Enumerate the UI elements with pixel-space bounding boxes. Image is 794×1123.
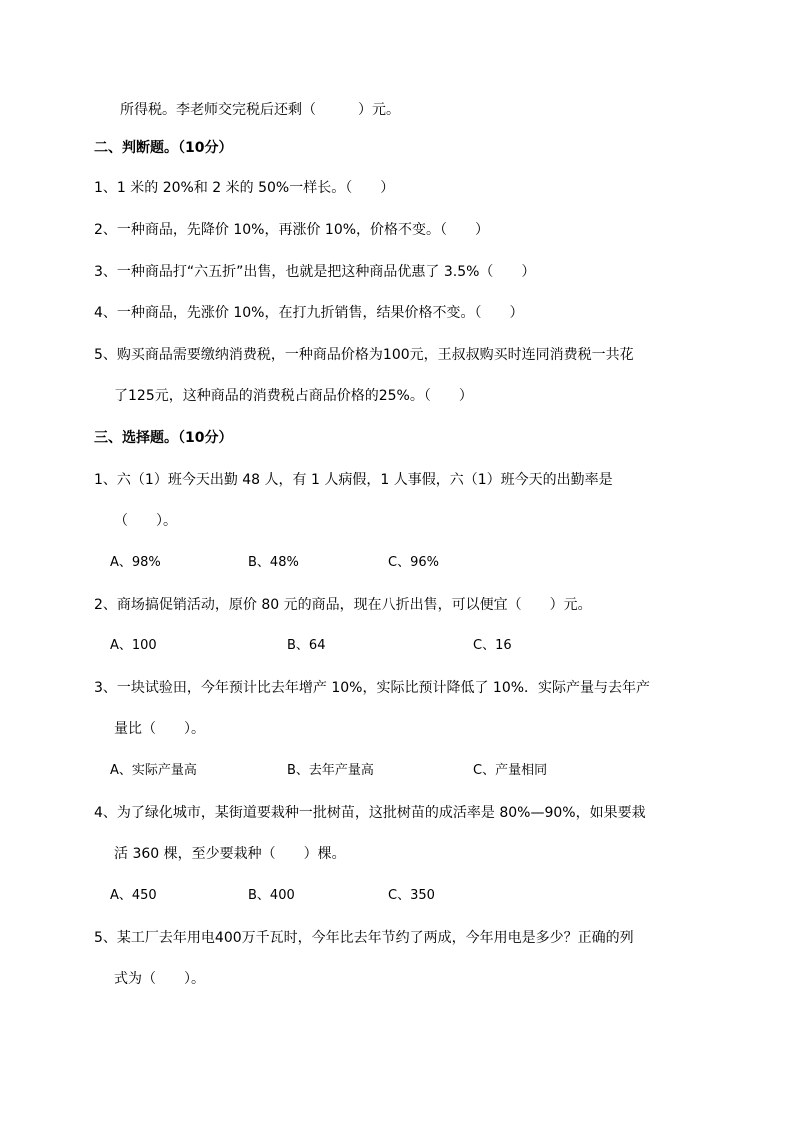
judge-question-2: 2、一种商品，先降价 10%，再涨价 10%，价格不变。（ ） (94, 222, 490, 238)
choice-question-5-line1: 5、某工厂去年用电400万千瓦时，今年比去年节约了两成，今年用电是多少？正确的列 (94, 930, 634, 946)
judge-question-1: 1、1 米的 20%和 2 米的 50%一样长。（ ） (94, 180, 395, 196)
choice-4-option-a: A、450 (110, 888, 157, 903)
judge-question-3: 3、一种商品打“六五折”出售，也就是把这种商品优惠了 3.5%（ ） (94, 264, 536, 280)
choice-1-option-c: C、96% (388, 555, 439, 570)
choice-1-option-b: B、48% (248, 555, 299, 570)
choice-question-4-line1: 4、为了绿化城市，某街道要栽种一批树苗，这批树苗的成活率是 80%—90%，如果要栽 (94, 805, 646, 821)
judge-question-4: 4、一种商品，先涨价 10%，在打九折销售，结果价格不变。（ ） (94, 305, 524, 321)
choice-2-option-b: B、64 (287, 638, 326, 653)
choice-3-option-b: B、去年产量高 (287, 763, 374, 778)
choice-2-option-c: C、16 (473, 638, 512, 653)
choice-1-option-a: A、98% (110, 555, 161, 570)
choice-question-1-line1: 1、六（1）班今天出勤 48 人，有 1 人病假，1 人事假，六（1）班今天的出勤率是 (94, 472, 613, 488)
section-true-false-heading: 二、判断题。（10分） (94, 140, 233, 156)
choice-3-option-a: A、实际产量高 (110, 763, 197, 778)
choice-4-option-b: B、400 (248, 888, 295, 903)
judge-question-5-line1: 5、购买商品需要缴纳消费税，一种商品价格为100元，王叔叔购买时连同消费税一共花 (94, 347, 634, 363)
choice-question-2: 2、商场搞促销活动，原价 80 元的商品，现在八折出售，可以便宜（ ）元。 (94, 597, 592, 613)
choice-2-option-a: A、100 (110, 638, 157, 653)
choice-question-5-line2: 式为（ ）。 (114, 971, 205, 987)
choice-3-option-c: C、产量相同 (473, 763, 548, 778)
section-choice-heading: 三、选择题。（10分） (94, 430, 233, 446)
choice-question-3-line2: 量比（ ）。 (114, 721, 205, 737)
choice-question-4-line2: 活 360 棵，至少要栽种（ ）棵。 (114, 846, 346, 862)
choice-question-3-line1: 3、一块试验田，今年预计比去年增产 10%，实际比预计降低了 10%．实际产量与去年产 (94, 680, 651, 696)
choice-4-option-c: C、350 (388, 888, 435, 903)
judge-question-5-line2: 了125元，这种商品的消费税占商品价格的25%。（ ） (114, 388, 473, 404)
tax-question-tail: 所得税。李老师交完税后还剩（ ）元。 (120, 102, 400, 118)
choice-question-1-line2: （ ）。 (114, 513, 177, 529)
